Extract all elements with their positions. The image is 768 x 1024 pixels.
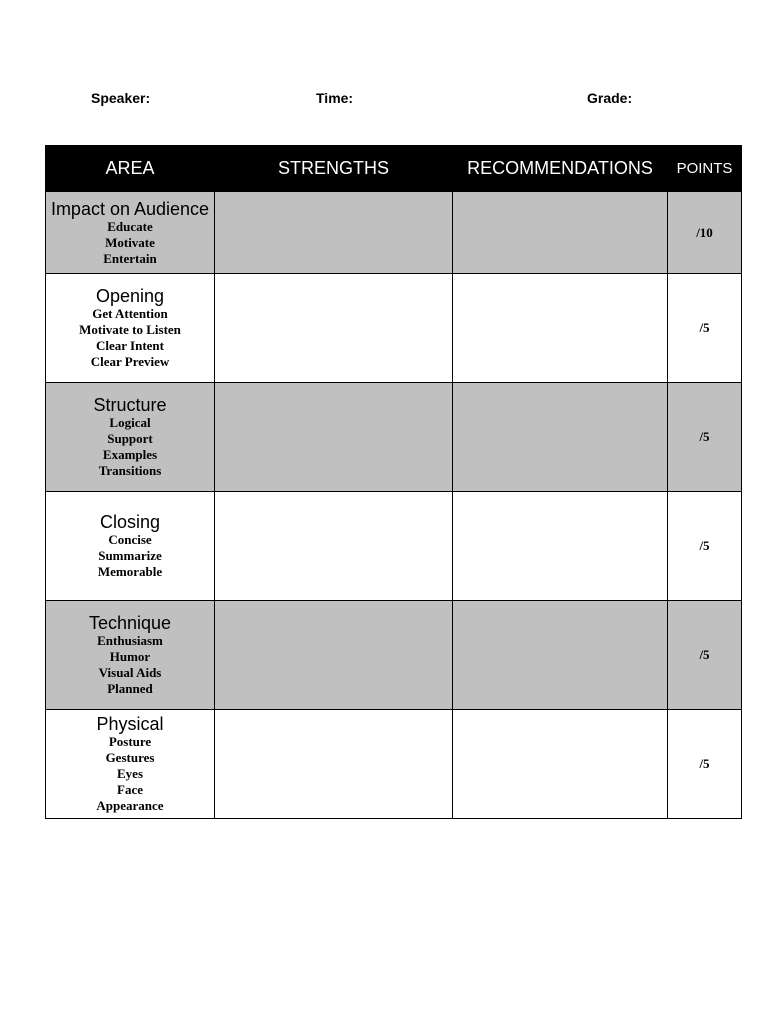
area-criterion: Concise	[108, 532, 152, 547]
strengths-cell[interactable]	[215, 192, 453, 274]
area-criterion: Clear Intent	[95, 338, 164, 353]
recommendations-cell[interactable]	[453, 710, 668, 819]
area-criterion: Memorable	[97, 564, 163, 579]
rubric-row-physical	[46, 710, 742, 819]
points-cell: /5	[668, 710, 742, 819]
area-criterion: Clear Preview	[90, 354, 170, 369]
area-criterion: Entertain	[103, 250, 157, 266]
column-header-recommendations: RECOMMENDATIONS	[453, 146, 668, 192]
area-criterion: Examples	[102, 447, 158, 462]
area-criterion: Appearance	[96, 798, 164, 813]
points-cell: /10	[668, 192, 742, 274]
area-criterion: Posture	[108, 734, 152, 749]
area-criterion: Humor	[109, 649, 151, 664]
area-title: Opening	[95, 286, 165, 306]
strengths-cell[interactable]	[215, 710, 453, 819]
rubric-row-structure	[46, 383, 742, 492]
recommendations-cell[interactable]	[453, 601, 668, 710]
recommendations-cell[interactable]	[453, 383, 668, 492]
area-criterion: Eyes	[117, 766, 143, 781]
area-criterion: Motivate	[105, 234, 155, 250]
area-criterion: Get Attention	[92, 306, 168, 321]
area-criterion: Transitions	[98, 463, 162, 478]
time-label: Time:	[316, 90, 354, 106]
column-header-points: POINTS	[668, 146, 742, 192]
points-cell: /5	[668, 274, 742, 383]
area-criterion: Planned	[107, 681, 153, 696]
area-criterion: Educate	[107, 218, 153, 234]
rubric-header-row	[46, 146, 742, 192]
area-criterion: Visual Aids	[98, 665, 162, 680]
area-cell	[46, 274, 215, 383]
column-header-strengths: STRENGTHS	[215, 146, 453, 192]
area-title: Technique	[88, 613, 172, 633]
area-criterion: Logical	[109, 415, 151, 430]
area-cell	[46, 601, 215, 710]
grade-label: Grade:	[587, 90, 633, 106]
column-header-area: AREA	[46, 146, 215, 192]
rubric-row-opening	[46, 274, 742, 383]
area-title: Structure	[93, 395, 167, 415]
strengths-cell[interactable]	[215, 274, 453, 383]
points-cell: /5	[668, 492, 742, 601]
evaluation-rubric-table	[45, 145, 742, 819]
area-cell	[46, 383, 215, 492]
area-title: Physical	[96, 714, 164, 734]
area-cell	[46, 192, 215, 274]
rubric-row-closing	[46, 492, 742, 601]
area-criterion: Enthusiasm	[97, 633, 163, 648]
rubric-row-impact	[46, 192, 742, 274]
rubric-row-technique	[46, 601, 742, 710]
area-criterion: Summarize	[98, 548, 162, 563]
speaker-label: Speaker:	[91, 90, 151, 106]
area-criterion: Gestures	[105, 750, 155, 765]
strengths-cell[interactable]	[215, 601, 453, 710]
area-cell	[46, 492, 215, 601]
area-criterion: Motivate to Listen	[79, 322, 181, 337]
strengths-cell[interactable]	[215, 492, 453, 601]
area-title: Closing	[99, 512, 161, 532]
strengths-cell[interactable]	[215, 383, 453, 492]
recommendations-cell[interactable]	[453, 492, 668, 601]
area-criterion: Support	[107, 431, 153, 446]
recommendations-cell[interactable]	[453, 192, 668, 274]
area-criterion: Face	[117, 782, 143, 797]
points-cell: /5	[668, 383, 742, 492]
area-cell	[46, 710, 215, 819]
points-cell: /5	[668, 601, 742, 710]
recommendations-cell[interactable]	[453, 274, 668, 383]
area-title: Impact on Audience	[50, 198, 210, 219]
